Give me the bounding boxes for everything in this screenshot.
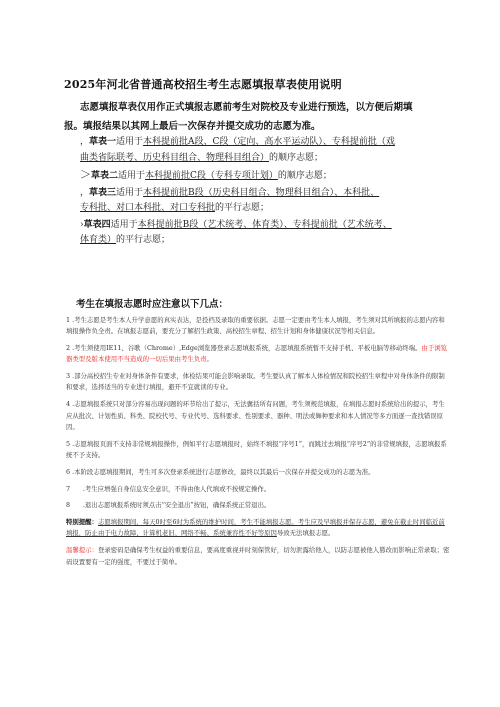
note-text: 2 .考生须使用IE11、谷歌（Chrome）,Edge浏览器登录志愿填报系统，志愿填报系统暂不支持手机、平板电脑等移动终端。 [66, 344, 422, 353]
special-reminder [66, 517, 451, 540]
special-reminder-tail: 导致无法填报志愿。 [276, 529, 335, 538]
draft-table-list [80, 135, 450, 250]
table-text: 适用于 [118, 171, 146, 181]
draft-table-2 [80, 167, 450, 185]
table-scope-cont: 体育类） [80, 235, 117, 245]
table-text: 适用于 [116, 137, 144, 147]
table-label: 草表四 [83, 219, 111, 230]
table-scope-cont: 曲类省际联考、历史科目组合、物理科目组合） [80, 152, 270, 163]
table-text: 适用于 [116, 187, 144, 198]
section-title: 考生在填报志愿时应注意以下几点： [76, 299, 229, 310]
table-label: 草表一 [89, 137, 117, 147]
table-scope: 本科提前批B段（历史科目组合、物理科目组合）、本科批、 [143, 187, 380, 198]
table-label: 草表三 [89, 187, 117, 198]
note-item-6: 6 .本阶段志愿填报期间，考生可多次登录系统进行志愿修改，最终以其最后一次保存并提交成功的志愿为准。 [66, 467, 375, 476]
table-tail: 的平行志愿； [116, 235, 171, 245]
intro-line-2: 报。填报结果以其网上最后一次保存并提交成功的志愿为准。 [64, 121, 321, 132]
warm-tip-label: 温馨提示： [66, 546, 98, 555]
intro-paragraph [64, 98, 448, 136]
table-tail: 的平行志愿； [215, 203, 270, 213]
table-label: 草表二 [91, 171, 119, 181]
table-text: 适用于 [110, 219, 138, 230]
draft-table-3 [80, 186, 450, 217]
draft-table-1 [80, 135, 450, 166]
note-item-7: 7 .考生应增强自身信息安全意识，不得由他人代填或不按规定操作。 [66, 484, 271, 493]
table-scope-cont: 专科批、对口本科批、对口专科批 [80, 203, 216, 213]
table-scope: 本科提前批A段、C段（定向、高水平运动队）、专科提前批（戏 [143, 137, 395, 147]
note-item-5: 5 .志愿填报页面不支持非常规填报操作，例如平行志愿填报时，始终不填报“序号1”，而跳过去填报“序号2”的非常规填报，志愿填报系统不予支持。 [66, 439, 447, 459]
intro-line-1: 志愿填报草表仅用作正式填报志愿前考生对院校及专业进行预选，以方便后期填 [80, 102, 413, 113]
note-item-1: 1 .考生志愿是考生本人升学意愿的真实表达，是投档及录取的重要依据。志愿一定要由考生本人填报，考生须对其所填报的志愿内容和填报操作负全责。在填报志愿前，要充分了解招生政策、高校招生章程、招生计划和身体健康状况等相关信息。 [66, 316, 445, 336]
note-item-4: 4 .志愿填报系统只对部分容易出现问题的环节给出了提示，无法囊括所有问题，考生须规范填报，在填报志愿时系统给出的提示，考生应从批次、计划性质、科类、院校代号、专业代号、选科要求、性别要求、器种、明法或舞种要求和本人情况等多方面逐一查找错误原因。 [66, 400, 445, 431]
note-item-2 [66, 343, 451, 366]
note-item-8: 8 .退出志愿填报系统时须点击“安全退出”按钮，确保系统正常退出。 [66, 501, 271, 510]
special-reminder-text: 志愿填报期间，每天0时至6时为系统的维护时间，考生不能填报志愿。考生应及早填报并保 [97, 518, 356, 527]
table-scope: 本科提前批B段（艺术统考、体育类）、专科提前批（艺术统考、 [137, 219, 392, 230]
note-warning-text: 由于浏览器类型及版本使用不当造成的一切后果由考生负责。 [66, 344, 447, 364]
draft-table-4 [80, 218, 450, 249]
bullet: ＞ [80, 168, 91, 181]
table-tail: 的顺序志愿； [277, 171, 332, 181]
bullet: ， [80, 187, 90, 198]
special-reminder-text-2: 存志愿，避免在截止时间临近前填报，防止由于电力故障、计算机老旧、网络不畅、系统兼容性不好等原因 [66, 518, 445, 538]
warm-tip [66, 545, 451, 568]
note-item-3: 3 .部分高校招生专业对身体条件有要求，体检结果可能会影响录取。考生要认真了解本人体检情况和院校招生章程中对身体条件的限制和要求，选择适当的专业进行填报，避开不宜就读的专业。 [66, 372, 445, 392]
table-tail: 的顺序志愿； [269, 152, 324, 163]
bullet: ， [80, 137, 90, 147]
notes-list [66, 315, 451, 573]
table-scope: 本科提前批C段（专科专项计划） [145, 171, 278, 181]
warm-tip-text: 登录密码是确保考生权益的重要信息，要高度重视并时刻保管好，切勿泄露给他人，以防志愿被他人篡改而影响正常录取；密码设置要有一定的强度，不要过于简单。 [66, 546, 450, 566]
special-reminder-label: 特别提醒： [66, 518, 98, 527]
document-title: 2025年河北省普通高校招生考生志愿填报草表使用说明 [64, 78, 342, 91]
bullet: › [80, 219, 84, 230]
